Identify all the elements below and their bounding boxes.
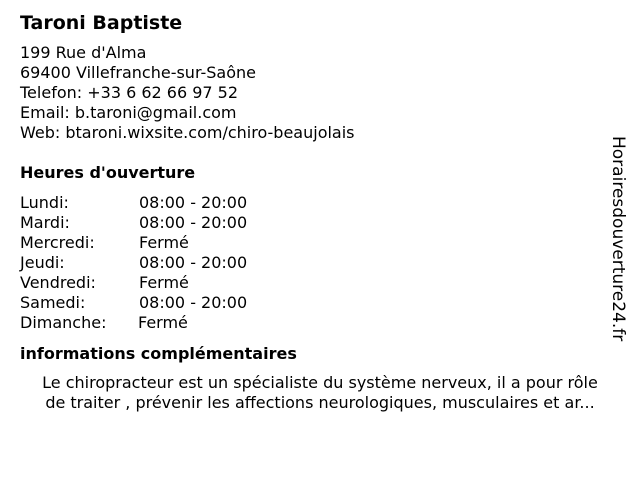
email-line: Email: b.taroni@gmail.com (20, 103, 237, 122)
hours-row-thursday (20, 253, 605, 273)
description-text (20, 373, 620, 413)
business-card (20, 11, 605, 413)
day-time: 08:00 - 20:00 (139, 193, 248, 212)
description-line-1: Le chiropracteur est un spécialiste du système nerveux, il a pour rôle (42, 373, 598, 392)
hours-row-friday (20, 273, 605, 293)
hours-row-wednesday (20, 233, 605, 253)
day-label: Mardi: (20, 213, 70, 232)
description-line-2: de traiter , prévenir les affections neurologiques, musculaires et ar... (45, 393, 595, 412)
hours-row-monday (20, 193, 605, 213)
address-city: 69400 Villefranche-sur-Saône (20, 63, 257, 82)
day-time: 08:00 - 20:00 (139, 213, 248, 232)
day-label: Samedi: (20, 293, 86, 312)
web-line: Web: btaroni.wixsite.com/chiro-beaujolais (20, 123, 355, 142)
site-watermark: Horairesdouverture24.fr (608, 136, 628, 342)
day-time: 08:00 - 20:00 (139, 293, 248, 312)
day-label: Jeudi: (20, 253, 65, 272)
opening-hours-heading: Heures d'ouverture (20, 163, 196, 182)
business-name: Taroni Baptiste (20, 12, 183, 34)
day-time: Fermé (138, 313, 188, 332)
day-label: Dimanche: (20, 313, 107, 332)
hours-row-sunday (20, 313, 605, 333)
address-street: 199 Rue d'Alma (20, 43, 147, 62)
hours-row-saturday (20, 293, 605, 313)
day-time: Fermé (139, 233, 189, 252)
day-time: Fermé (139, 273, 189, 292)
opening-hours-table (20, 193, 605, 333)
phone-line: Telefon: +33 6 62 66 97 52 (20, 83, 239, 102)
day-label: Vendredi: (20, 273, 96, 292)
day-label: Lundi: (20, 193, 69, 212)
day-time: 08:00 - 20:00 (139, 253, 248, 272)
day-label: Mercredi: (20, 233, 95, 252)
additional-info-heading: informations complémentaires (20, 344, 297, 363)
hours-row-tuesday (20, 213, 605, 233)
